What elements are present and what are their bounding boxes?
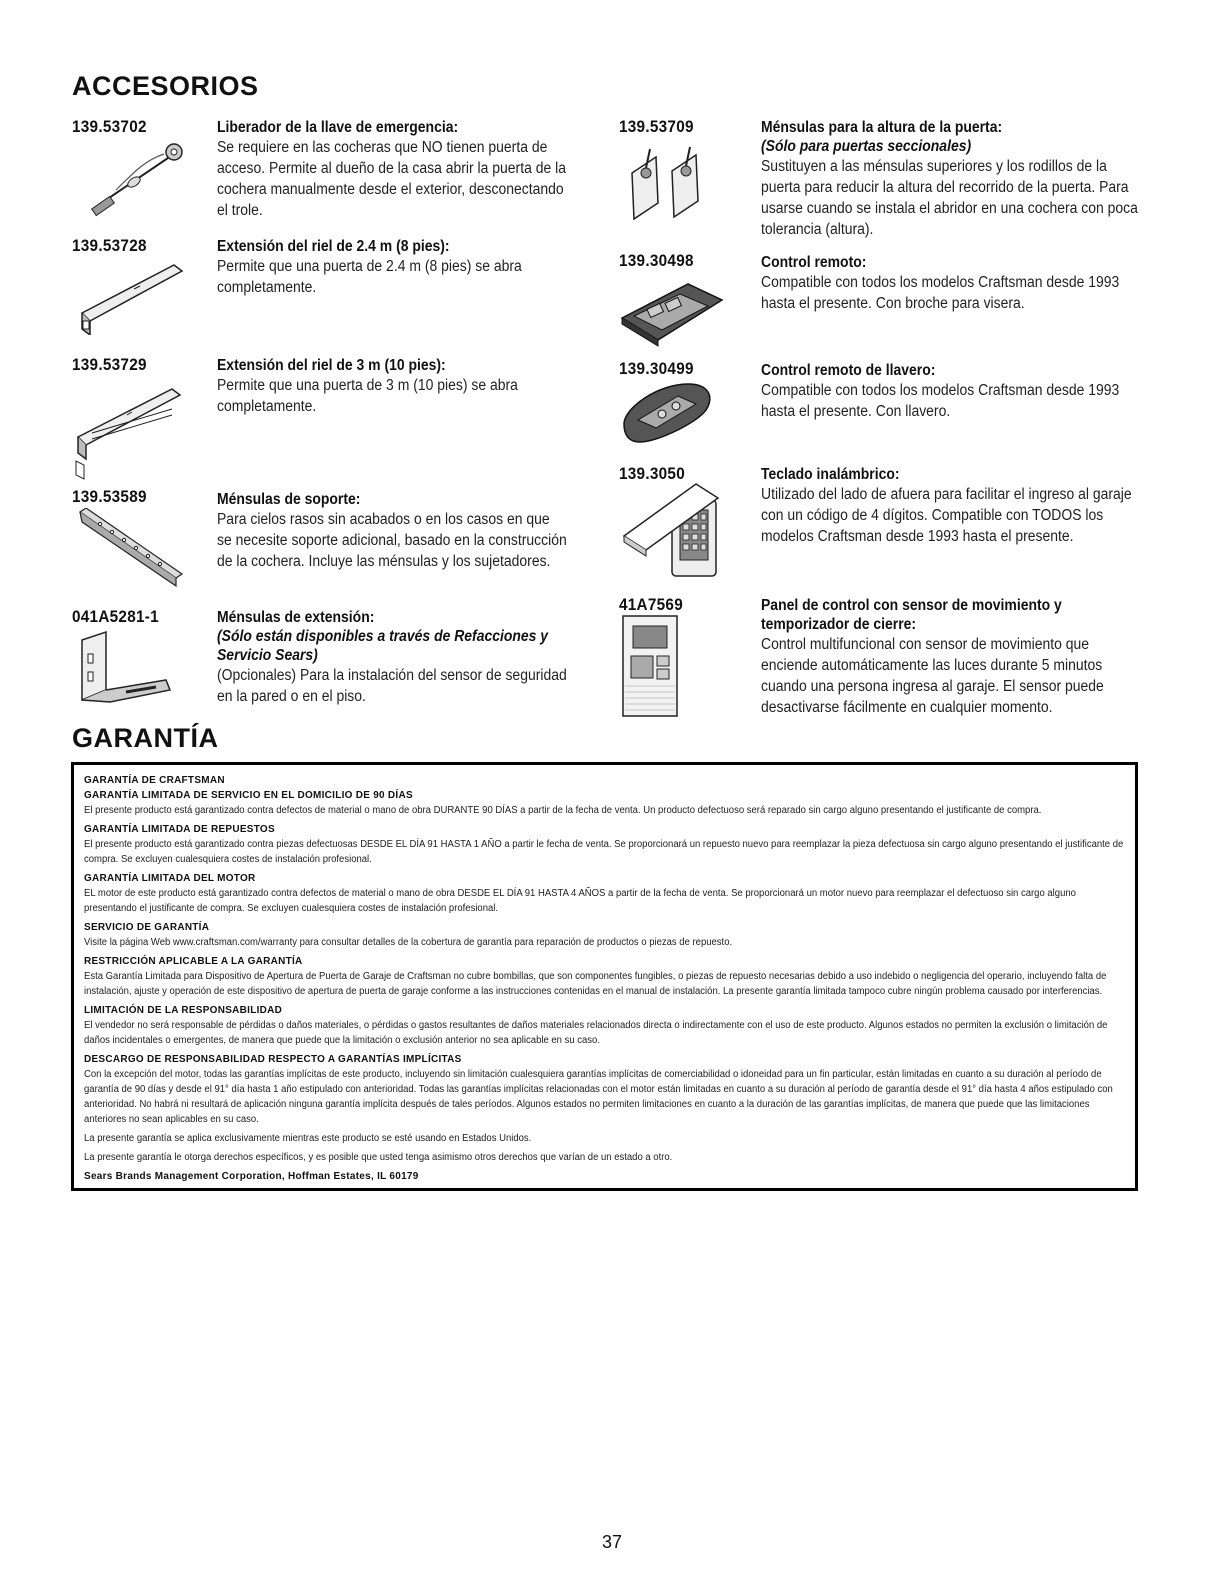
- rail-extension-icon: [74, 255, 184, 335]
- accessory-title: Liberador de la llave de emergencia:: [217, 119, 459, 136]
- warranty-section-title: GARANTÍA LIMITADA DE REPUESTOS: [84, 823, 275, 835]
- warranty-heading: GARANTÍA: [72, 723, 219, 753]
- part-number: 139.53729: [72, 355, 147, 374]
- page-number: 37: [601, 1532, 623, 1552]
- accessory-item: [217, 118, 568, 221]
- warranty-section-text: Con la excepción del motor, todas las garantías implícitas de este producto, incluyendo sin limitación cualesquiera garantías implícitas de comerciabilidad o idoneidad para un fin particular, están limitadas en cuanto a su duración al período de garantía de 90 días y desde el 91° día hasta 1 año estipulado con anterioridad. Todas las garantías implícitas relacionadas con el motor están limitadas en cuanto a su duración al período de garantía desde el 91° día hasta 4 años estipulado con anterioridad. No habrá ni resultará de aplicación ninguna garantía implícita después de tales períodos. Algunos estados no permiten limitaciones en cuanto a la duración de las garantías implícitas, de manera que puede que las limitaciones anteriores no sean aplicables en su caso.: [84, 1069, 1113, 1125]
- wireless-keypad-icon: [620, 480, 730, 580]
- warranty-section-title: DESCARGO DE RESPONSABILIDAD RESPECTO A GARANTÍAS IMPLÍCITAS: [84, 1053, 462, 1065]
- accessory-title: Panel de control con sensor de movimiento y temporizador de cierre:: [761, 597, 1062, 633]
- accessory-description: Compatible con todos los modelos Craftsman desde 1993 hasta el presente. Con llavero.: [761, 382, 1120, 420]
- warranty-paragraph: La presente garantía se aplica exclusivamente mientras este producto se esté usando en Estados Unidos.: [84, 1133, 532, 1144]
- warranty-section-title: GARANTÍA DE CRAFTSMAN: [84, 774, 225, 786]
- accessory-description: Permite que una puerta de 2.4 m (8 pies) se abra completamente.: [217, 258, 522, 296]
- part-number: 139.3050: [619, 464, 685, 483]
- accessory-item: [217, 490, 568, 572]
- extension-bracket-icon: [76, 630, 176, 720]
- accessory-description: Control multifuncional con sensor de movimiento que enciende automáticamente las luces durante 5 minutos cuando una persona ingresa al garaje. El sensor puede desactivarse fácilmente en cualquier momento.: [761, 636, 1104, 716]
- accessory-title: Ménsulas para la altura de la puerta:: [761, 119, 1003, 136]
- accessory-description: Utilizado del lado de afuera para facilitar el ingreso al garaje con un código de 4 dígitos. Compatible con TODOS los modelos Craftsman desde 1993 hasta el presente.: [761, 486, 1132, 545]
- warranty-paragraph: La presente garantía le otorga derechos específicos, y es posible que usted tenga asimismo otros derechos que varían de un estado a otro.: [84, 1152, 673, 1163]
- accessory-title: Ménsulas de extensión:: [217, 609, 375, 626]
- warranty-content: [84, 773, 1129, 1184]
- rail-extension-10-icon: [72, 375, 182, 480]
- control-panel-icon: [621, 614, 681, 720]
- part-number: 41A7569: [619, 595, 683, 614]
- warranty-section-text: EL motor de este producto está garantizado contra defectos de material o mano de obra DESDE EL DÍA 91 HASTA 4 AÑOS a partir de la fecha de venta. Se proporcionará un motor nuevo para reemplazar el defectuoso sin cargo alguno presentando el justificante de compra. Se excluyen cualesquiera costes de instalación profesional.: [84, 888, 1076, 914]
- accessory-item: [761, 596, 1139, 718]
- key-release-icon: [76, 140, 186, 220]
- accessory-description: Se requiere en las cocheras que NO tienen puerta de acceso. Permite al dueño de la casa abrir la puerta de la cochera manualmente desde el exterior, desconectando el trole.: [217, 139, 566, 219]
- accessory-item: [217, 237, 568, 298]
- accessory-item: [761, 118, 1139, 240]
- warranty-section-title: GARANTÍA LIMITADA DE SERVICIO EN EL DOMICILIO DE 90 DÍAS: [84, 789, 413, 801]
- accessory-subtitle: (Sólo para puertas seccionales): [761, 138, 972, 155]
- warranty-section-text: El presente producto está garantizado contra defectos de material o mano de obra DURANTE 90 DÍAS a partir de la fecha de venta. Un producto defectuoso será reparado sin cargo alguno presentando el justificante de compra.: [84, 805, 1042, 816]
- warranty-section-text: Visite la página Web www.craftsman.com/warranty para consultar detalles de la cobertura de garantía para reparación de productos o piezas de repuesto.: [84, 937, 733, 948]
- accessory-title: Control remoto de llavero:: [761, 362, 936, 379]
- warranty-section-text: El presente producto está garantizado contra piezas defectuosas DESDE EL DÍA 91 HASTA 1 AÑO a partir le fecha de venta. Se proporcionará un repuesto nuevo para reemplazar la pieza defectuosa sin cargo alguno presentando el justificante de compra. Se excluyen cualesquiera costes de instalación profesional.: [84, 839, 1124, 865]
- accessory-title: Teclado inalámbrico:: [761, 466, 900, 483]
- part-number: 139.30498: [619, 251, 694, 270]
- accessory-title: Ménsulas de soporte:: [217, 491, 361, 508]
- warranty-section-title: SERVICIO DE GARANTÍA: [84, 921, 210, 933]
- part-number: 139.53702: [72, 117, 147, 136]
- accessory-item: [761, 253, 1139, 314]
- accessory-item: [761, 465, 1139, 547]
- part-number: 139.30499: [619, 359, 694, 378]
- accessory-subtitle: (Sólo están disponibles a través de Refacciones y Servicio Sears): [217, 628, 549, 664]
- accessory-item: [761, 361, 1139, 422]
- warranty-section-title: RESTRICCIÓN APLICABLE A LA GARANTÍA: [84, 955, 303, 967]
- remote-control-icon: [618, 278, 728, 348]
- part-number: 139.53728: [72, 236, 147, 255]
- warranty-section-text: El vendedor no será responsable de pérdidas o daños materiales, o pérdidas o gastos resultantes de daños materiales relacionados directa o indirectamente con el uso de este producto. Algunos estados no permiten la exclusión o limitación de daños incidentales o emergentes, de manera que puede que la limitación o exclusión anterior no sea aplicable en su caso.: [84, 1020, 1108, 1046]
- accessory-title: Extensión del riel de 2.4 m (8 pies):: [217, 238, 450, 255]
- part-number: 041A5281-1: [72, 607, 159, 626]
- accessory-description: Sustituyen a las ménsulas superiores y los rodillos de la puerta para reducir la altura del recorrido de la puerta. Para usarse cuando se instala el abridor en una cochera con poca tolerancia (altura).: [761, 158, 1138, 238]
- accessory-description: Para cielos rasos sin acabados o en los casos en que se necesite soporte adicional, basado en la construcción de la cochera. Incluye las ménsulas y los sujetadores.: [217, 511, 567, 570]
- warranty-section-title: GARANTÍA LIMITADA DEL MOTOR: [84, 872, 256, 884]
- accessory-description: Compatible con todos los modelos Craftsman desde 1993 hasta el presente. Con broche para visera.: [761, 274, 1120, 312]
- part-number: 139.53709: [619, 117, 694, 136]
- warranty-footer: Sears Brands Management Corporation, Hoffman Estates, IL 60179: [84, 1170, 419, 1182]
- door-height-bracket-icon: [620, 143, 720, 233]
- accessories-heading: ACCESORIOS: [72, 71, 259, 101]
- accessory-title: Control remoto:: [761, 254, 867, 271]
- accessory-description: (Opcionales) Para la instalación del sensor de seguridad en la pared o en el piso.: [217, 667, 567, 705]
- accessory-title: Extensión del riel de 3 m (10 pies):: [217, 357, 446, 374]
- accessory-item: [217, 608, 568, 707]
- part-number: 139.53589: [72, 487, 147, 506]
- accessory-item: [217, 356, 568, 417]
- support-bracket-icon: [76, 508, 186, 588]
- accessory-description: Permite que una puerta de 3 m (10 pies) se abra completamente.: [217, 377, 518, 415]
- warranty-box: [71, 762, 1138, 1191]
- warranty-section-text: Esta Garantía Limitada para Dispositivo de Apertura de Puerta de Garaje de Craftsman no cubre bombillas, que son componentes fungibles, o piezas de repuesto necesarias debido a uso indebido o negligencia del operario, incluyendo falta de instalación, ajuste y operación de este dispositivo de apertura de puerta de garaje conforme a las instrucciones contenidas en el manual de instalación. La presente garantía limitada tampoco cubre ningún problema causado por interferencias.: [84, 971, 1107, 997]
- keychain-remote-icon: [618, 378, 718, 448]
- warranty-section-title: LIMITACIÓN DE LA RESPONSABILIDAD: [84, 1004, 283, 1016]
